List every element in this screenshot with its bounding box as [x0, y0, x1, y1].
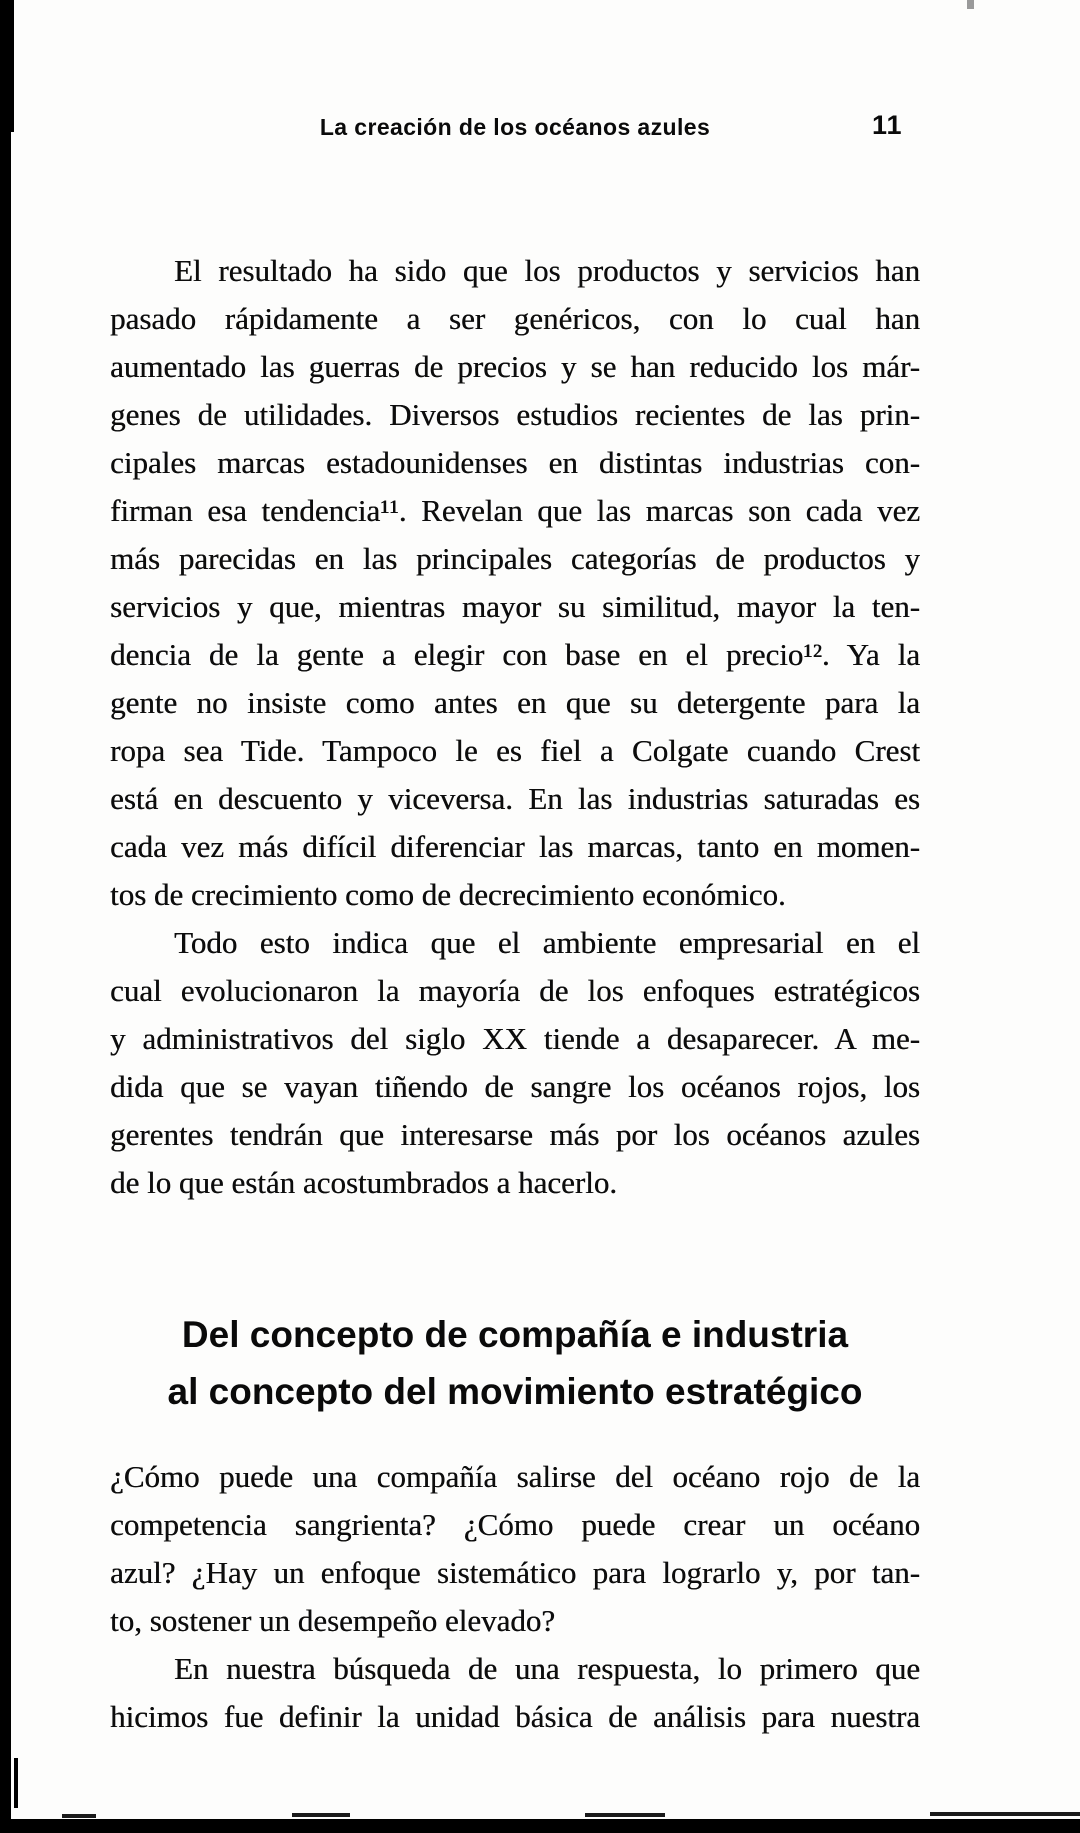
paragraph-4: [110, 1645, 920, 1741]
text-line: aumentado las guerras de precios y se han reducido los már-: [110, 349, 920, 384]
text-line: ropa sea Tide. Tampoco le es fiel a Colgate cuando Crest: [110, 733, 920, 768]
text-line: genes de utilidades. Diversos estudios recientes de las prin-: [110, 397, 920, 432]
scan-edge-bottom-bar: [0, 1819, 1080, 1833]
running-header-title: La creación de los océanos azules: [319, 114, 711, 140]
text-line: ¿Cómo puede una compañía salirse del océano rojo de la: [110, 1459, 920, 1494]
text-line: y administrativos del siglo XX tiende a desaparecer. A me-: [110, 1021, 920, 1056]
text-line: más parecidas en las principales categorías de productos y: [110, 541, 920, 576]
paragraph-1: [110, 247, 920, 919]
scan-ink-mark: [14, 1758, 18, 1808]
body-text-block-upper: [110, 247, 920, 1207]
text-line: dida que se vayan tiñendo de sangre los océanos rojos, los: [110, 1069, 920, 1104]
section-heading-line: al concepto del movimiento estratégico: [167, 1371, 863, 1412]
text-line: de lo que están acostumbrados a hacerlo.: [110, 1165, 618, 1200]
text-line: firman esa tendencia¹¹. Revelan que las marcas son cada vez: [110, 493, 920, 528]
text-line: Todo esto indica que el ambiente empresarial en el: [174, 925, 920, 960]
text-line: En nuestra búsqueda de una respuesta, lo primero que: [174, 1651, 920, 1686]
section-heading: [110, 1306, 920, 1420]
text-line: dencia de la gente a elegir con base en el precio¹². Ya la: [110, 637, 920, 672]
text-line: gerentes tendrán que interesarse más por los océanos azules: [110, 1117, 920, 1152]
scan-edge-left-bar-cap: [0, 0, 14, 132]
text-line: cipales marcas estadounidenses en distintas industrias con-: [110, 445, 920, 480]
text-line: to, sostener un desempeño elevado?: [110, 1603, 556, 1638]
text-line: El resultado ha sido que los productos y servicios han: [174, 253, 920, 288]
paragraph-3: [110, 1453, 920, 1645]
scan-edge-dash: [292, 1813, 350, 1817]
text-line: pasado rápidamente a ser genéricos, con lo cual han: [110, 301, 920, 336]
scan-edge-dash: [930, 1812, 1080, 1816]
body-text-block-lower: [110, 1453, 920, 1741]
scan-edge-dash: [62, 1814, 96, 1818]
page-number: 11: [872, 110, 903, 140]
text-line: servicios y que, mientras mayor su similitud, mayor la ten-: [110, 589, 920, 624]
paragraph-2: [110, 919, 920, 1207]
text-line: cada vez más difícil diferenciar las marcas, tanto en momen-: [110, 829, 920, 864]
text-line: tos de crecimiento como de decrecimiento económico.: [110, 877, 786, 912]
text-line: competencia sangrienta? ¿Cómo puede crear un océano: [110, 1507, 920, 1542]
scan-edge-dash: [585, 1813, 665, 1817]
scan-edge-left-bar: [0, 0, 11, 1833]
text-line: gente no insiste como antes en que su detergente para la: [110, 685, 920, 720]
text-line: está en descuento y viceversa. En las industrias saturadas es: [110, 781, 920, 816]
text-line: azul? ¿Hay un enfoque sistemático para lograrlo y, por tan-: [110, 1555, 920, 1590]
section-heading-line: Del concepto de compañía e industria: [181, 1314, 849, 1355]
scan-ink-speck: [967, 0, 974, 9]
text-line: hicimos fue definir la unidad básica de análisis para nuestra: [110, 1699, 920, 1734]
text-line: cual evolucionaron la mayoría de los enfoques estratégicos: [110, 973, 920, 1008]
